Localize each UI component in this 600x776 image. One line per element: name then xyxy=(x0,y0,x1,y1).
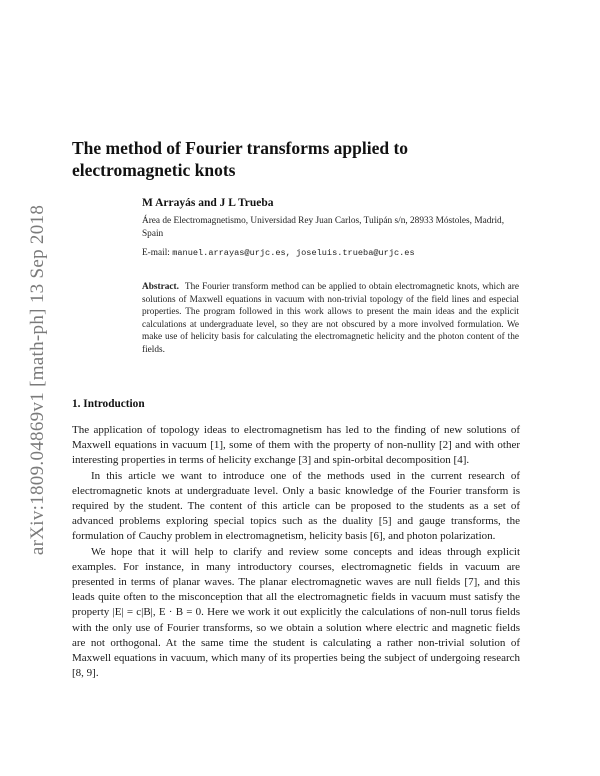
paragraph: In this article we want to introduce one of the methods used in the current research of electromagnetic knots at undergraduate level. Only a basic knowledge of the Fourier transform is required by the student. The content of this article can be proposed to the students as a set of advanced problems exploring special topics such as the duality [5] and gauge transforms, the formulation of Cauchy problem in electromagnetism, helicity basis [6], and photon polarization. xyxy=(72,469,520,543)
email-label: E-mail: xyxy=(142,248,170,258)
paper-title: The method of Fourier transforms applied to electromagnetic knots xyxy=(72,138,409,180)
paragraph: The application of topology ideas to electromagnetism has led to the finding of new solutions of Maxwell equations in vacuum [1], some of them with the property of non-nullity [2] and with other interesting properties in terms of helicity exchange [3] and spin-orbital decomposition [4]. xyxy=(72,424,520,467)
email-addresses[interactable]: manuel.arrayas@urjc.es, joseluis.trueba@urjc.es xyxy=(172,248,415,258)
paragraph: We hope that it will help to clarify and review some concepts and ideas through explicit examples. For instance, in many introductory courses, electromagnetic fields in vacuum are presented in terms of planar waves. The planar electromagnetic waves are null fields [7], and this leads quite often to the misconception that all the electromagnetic fields in vacuum must satisfy the property |E| = c|B|, E · B = 0. Here we work it out explicitly the calculations of non-null torus fields with the only use of Fourier transforms, so we obtain a solution where electric and magnetic fields are not orthogonal. At the same time the student is calculating a rather non-trivial solution of Maxwell equations in vacuum, which many of its properties being the subject of undergoing research [8, 9]. xyxy=(72,545,520,680)
affiliation: Área de Electromagnetismo, Universidad Rey Juan Carlos, Tulipán s/n, 28933 Móstoles, Madrid, Spain xyxy=(142,216,505,239)
arxiv-stamp-text: arXiv:1809.04869v1 [math-ph] 13 Sep 2018 xyxy=(27,204,48,556)
abstract-text: The Fourier transform method can be applied to obtain electromagnetic knots, which are solutions of Maxwell equations in vacuum with non-trivial topology of the field lines and especial properties. The program followed in this work allows to present the main ideas and the explicit calculations at undergraduate level, so they are not obscured by a more involved formulation. We make use of helicity basis for calculating the electromagnetic helicity and the photon content of the fields. xyxy=(142,282,519,355)
arxiv-stamp xyxy=(28,180,48,580)
introduction-body xyxy=(72,423,520,681)
email-line xyxy=(142,248,415,258)
section-heading-introduction: 1. Introduction xyxy=(72,398,145,410)
author-list: M Arrayás and J L Trueba xyxy=(142,197,274,209)
abstract xyxy=(142,281,519,357)
abstract-label: Abstract. xyxy=(142,282,179,292)
